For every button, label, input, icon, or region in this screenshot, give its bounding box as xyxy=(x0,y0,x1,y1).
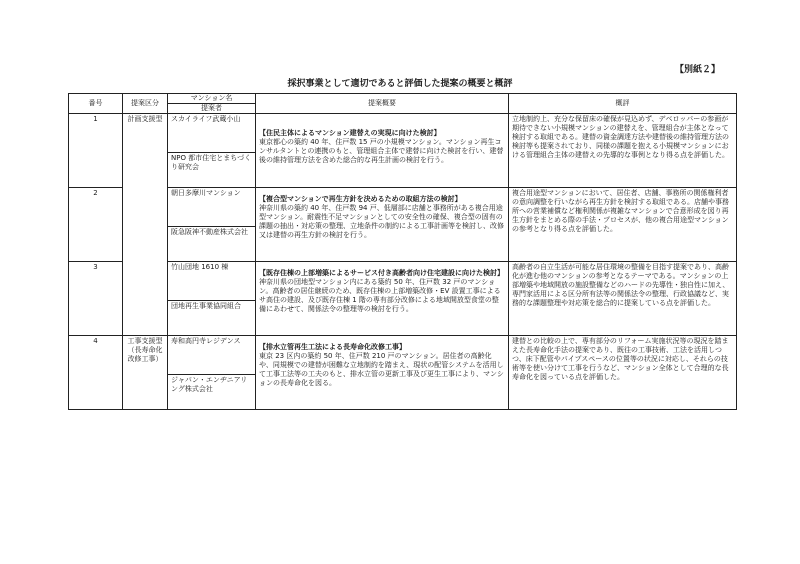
proposal-summary xyxy=(256,336,509,410)
row-number: 3 xyxy=(69,262,123,336)
mansion-name: 朝日多摩川マンション xyxy=(168,188,256,227)
table-row xyxy=(69,262,737,301)
proposal-summary xyxy=(256,114,509,188)
summary-body: 神奈川県の団地型マンション内にある築約 50 年、住戸数 32 戸のマンション。高齢者の居住継続のため、既存住棟の上部増築改修・EV 設置工事によるサ高住の建設、及び既存住棟 1 階の専有部分改修による地域開放型食堂の整備にあわせて、関係法令の整理等の検討を行う。 xyxy=(259,277,501,313)
summary-title: 【複合型マンションで再生方針を決めるための取組方法の検討】 xyxy=(259,195,462,203)
mansion-name: 寿和高円寺レジデンス xyxy=(168,336,256,375)
review-text: 複合用途型マンションにおいて、居住者、店舗、事務所の関係権利者の意向調整を行いながら再生方針を検討する取組である。店舗や事務所への営業補償など権利関係が複雑なマンションで合意形成を図り再生方針をまとめる際の手法・プロセスが、他の複合用途型マンションの参考となり得る点を評価した。 xyxy=(509,188,737,262)
header-number: 番号 xyxy=(69,94,123,114)
proposal-summary xyxy=(256,188,509,262)
summary-body: 東京都心の築約 40 年、住戸数 15 戸の小規模マンション。マンション再生コンサルタントとの連携のもと、管理組合主体で建替に向けた検討を行い、建替後の維持管理方法を含めた総合的な再生計画の検討を行う。 xyxy=(259,137,504,164)
header-review: 概評 xyxy=(509,94,737,114)
proposer-name: 阪急阪神不動産株式会社 xyxy=(168,227,256,262)
summary-title: 【住民主体によるマンション建替えの実現に向けた検討】 xyxy=(259,129,441,137)
proposer-name: ジャパン・エンヂニアリング株式会社 xyxy=(168,375,256,410)
table-row xyxy=(69,188,737,227)
summary-body: 神奈川県の築約 40 年、住戸数 94 戸、低層部に店舗と事務所がある複合用途型マンション。耐震性不足マンションとしての安全性の確保、複合型の固有の課題の抽出・対応策の整理、立地条件の制約による工事計画等を検討し、改修又は建替の再生方針の検討を行う。 xyxy=(259,203,504,239)
proposer-name: NPO 都市住宅とまちづくり研究会 xyxy=(168,153,256,188)
category-planning: 計画支援型 xyxy=(123,114,168,336)
header-summary: 提案概要 xyxy=(256,94,509,114)
review-text: 立地制約上、充分な保留床の確保が見込めず、デベロッパーの参画が期待できない小規模マンションの建替えを、管理組合が主体となって検討する取組である。建替の資金調達方法や建替後の維持管理方法の検討等も提案されており、同様の課題を抱える小規模マンションにおける管理組合主体の建替えの先導的な事例となり得る点を評価した。 xyxy=(509,114,737,188)
summary-body: 東京 23 区内の築約 50 年、住戸数 210 戸のマンション。居住者の高齢化や、同規模での建替が困難な立地制約を踏まえ、現状の配管システムを活用して工事工法等の工夫のもと、排水立管の更新工事及び更生工事により、マンションの長寿命化を図る。 xyxy=(259,351,504,387)
header-proposer: 提案者 xyxy=(168,104,256,114)
proposal-table xyxy=(68,93,737,410)
category-construction: 工事支援型（長寿命化改修工事） xyxy=(123,336,168,410)
row-number: 2 xyxy=(69,188,123,262)
proposer-name: 団地再生事業協同組合 xyxy=(168,301,256,336)
document-title: 採択事業として適切であると評価した提案の概要と概評 xyxy=(287,79,513,89)
summary-title: 【既存住棟の上部増築によるサービス付き高齢者向け住宅建設に向けた検討】 xyxy=(259,269,504,277)
review-text: 建替との比較の上で、専有部分のリフォーム実施状況等の現況を踏まえた長寿命化手法の提案であり、既往の工事技術、工法を活用しつつ、床下配管やパイプスペースの位置等の状況に対応し、それらの技術等を使い分けて工事を行うなど、マンション全体として合理的な長寿命化を図っている点を評価した。 xyxy=(509,336,737,410)
attachment-label: 【別紙２】 xyxy=(674,65,720,75)
proposal-summary xyxy=(256,262,509,336)
header-category: 提案区分 xyxy=(123,94,168,114)
review-text: 高齢者の自立生活が可能な居住環境の整備を目指す提案であり、高齢化が進む他のマンションの参考となるテーマである。マンションの上部増築や地域開放の施設整備などのハードの先導性・独自性に加え、専門家活用による区分所有法等の関係法令の整理、行政協議など、実務的な課題整理や対応策を総合的に提案している点を評価した。 xyxy=(509,262,737,336)
row-number: 1 xyxy=(69,114,123,188)
table-row xyxy=(69,336,737,375)
mansion-name: スカイライフ武蔵小山 xyxy=(168,114,256,153)
header-mansion-name: マンション名 xyxy=(168,94,256,104)
mansion-name: 竹山団地 1610 棟 xyxy=(168,262,256,301)
summary-title: 【排水立管再生工法による長寿命化改修工事】 xyxy=(259,343,406,351)
table-row xyxy=(69,114,737,153)
row-number: 4 xyxy=(69,336,123,410)
